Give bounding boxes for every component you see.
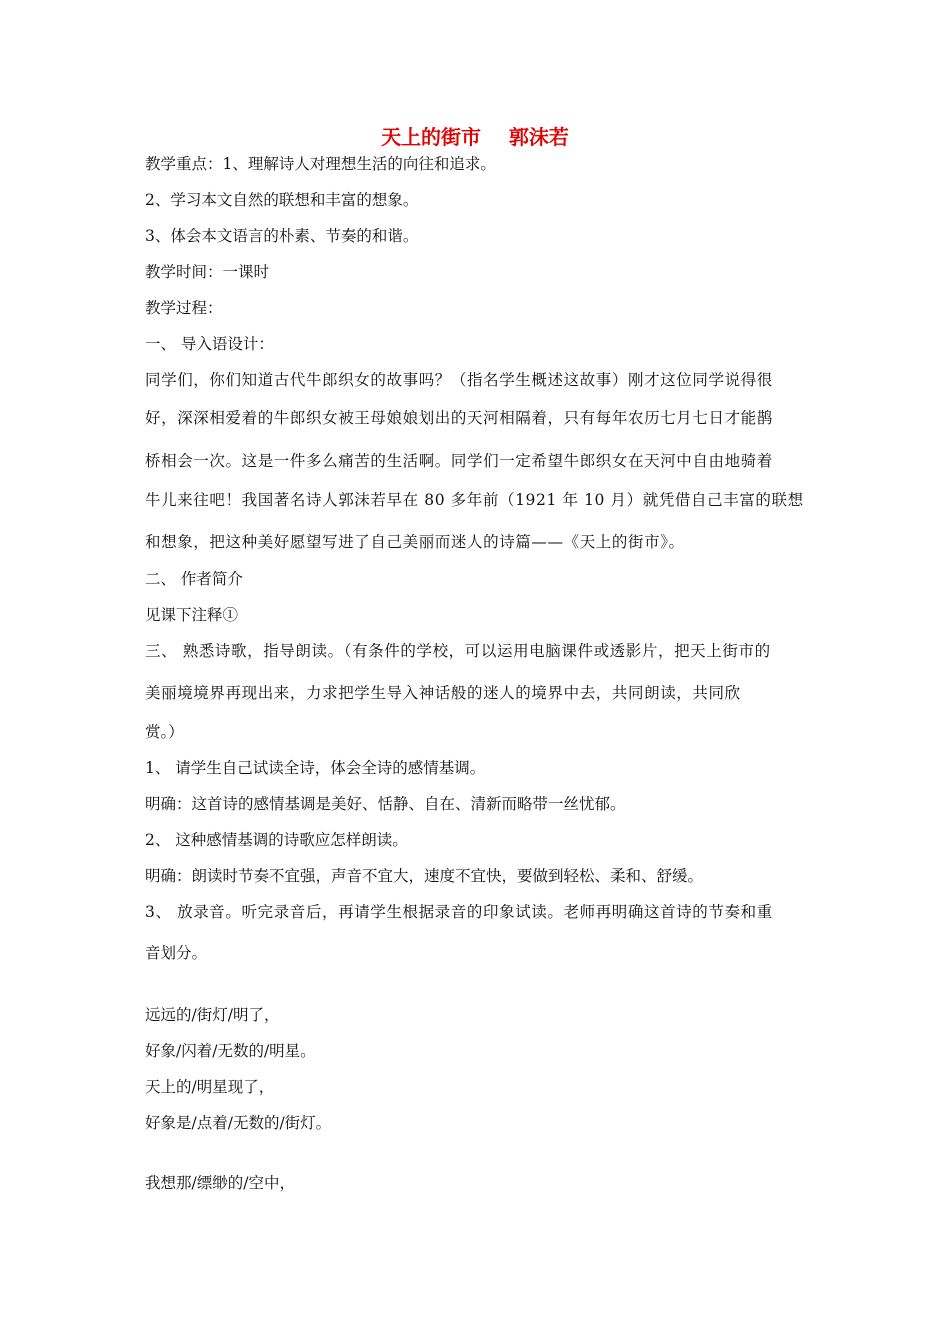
intro-paragraph-line-3: 桥相会一次。这是一件多么痛苦的生活啊。同学们一定希望牛郎织女在天河中自由地骑着 [145,452,773,470]
document-title: 天上的街市 郭沫若 [381,125,569,149]
teaching-process-heading: 教学过程： [145,299,223,317]
poem-line-3: 天上的/明星现了， [145,1078,275,1096]
teaching-focus-line-3: 3、体会本文语言的朴素、节奏的和谐。 [145,227,419,245]
poem-line-4: 好象是/点着/无数的/街灯。 [145,1114,332,1132]
teaching-focus-line-1: 教学重点：1、理解诗人对理想生活的向往和追求。 [145,155,496,173]
section-3-line-3: 赏。） [145,723,184,741]
step-3-line-2: 音划分。 [145,944,208,962]
section-3-line-1: 三、 熟悉诗歌，指导朗读。（有条件的学校，可以运用电脑课件或透影片，把天上街市的 [145,642,771,660]
intro-paragraph-line-2: 好，深深相爱着的牛郎织女被王母娘娘划出的天河相隔着，只有每年农历七月七日才能鹊 [145,409,773,427]
step-2-answer-line: 明确：朗读时节奏不宜强，声音不宜大，速度不宜快，要做到轻松、柔和、舒缓。 [145,867,704,885]
poem-line-2: 好象/闪着/无数的/明星。 [145,1042,316,1060]
intro-paragraph-line-5: 和想象，把这种美好愿望写进了自己美丽而迷人的诗篇——《天上的街市》。 [145,533,685,551]
step-3-line-1: 3、 放录音。听完录音后，再请学生根据录音的印象试读。老师再明确这首诗的节奏和重 [145,903,773,921]
author-note-line: 见课下注释① [145,606,239,624]
section-3-line-2: 美丽境境界再现出来，力求把学生导入神话般的迷人的境界中去，共同朗读，共同欣 [145,684,741,702]
section-2-heading: 二、 作者简介 [145,570,243,588]
teaching-time-line: 教学时间：一课时 [145,263,270,281]
section-1-heading: 一、 导入语设计： [145,335,274,353]
intro-paragraph-line-1: 同学们，你们知道古代牛郎织女的故事吗？（指名学生概述这故事）刚才这位同学说得很 [145,371,773,389]
poem-line-5: 我想那/缥缈的/空中， [145,1174,295,1192]
intro-paragraph-line-4: 牛儿来往吧！我国著名诗人郭沫若早在 80 多年前（1921 年 10 月）就凭借自己丰富的联想 [145,491,804,509]
step-1-line: 1、 请学生自己试读全诗，体会全诗的感情基调。 [145,759,486,777]
poem-line-1: 远远的/街灯/明了， [145,1006,280,1024]
step-2-line: 2、 这种感情基调的诗歌应怎样朗读。 [145,831,408,849]
step-1-answer-line: 明确：这首诗的感情基调是美好、恬静、自在、清新而略带一丝忧郁。 [145,795,626,813]
teaching-focus-line-2: 2、学习本文自然的联想和丰富的想象。 [145,191,419,209]
